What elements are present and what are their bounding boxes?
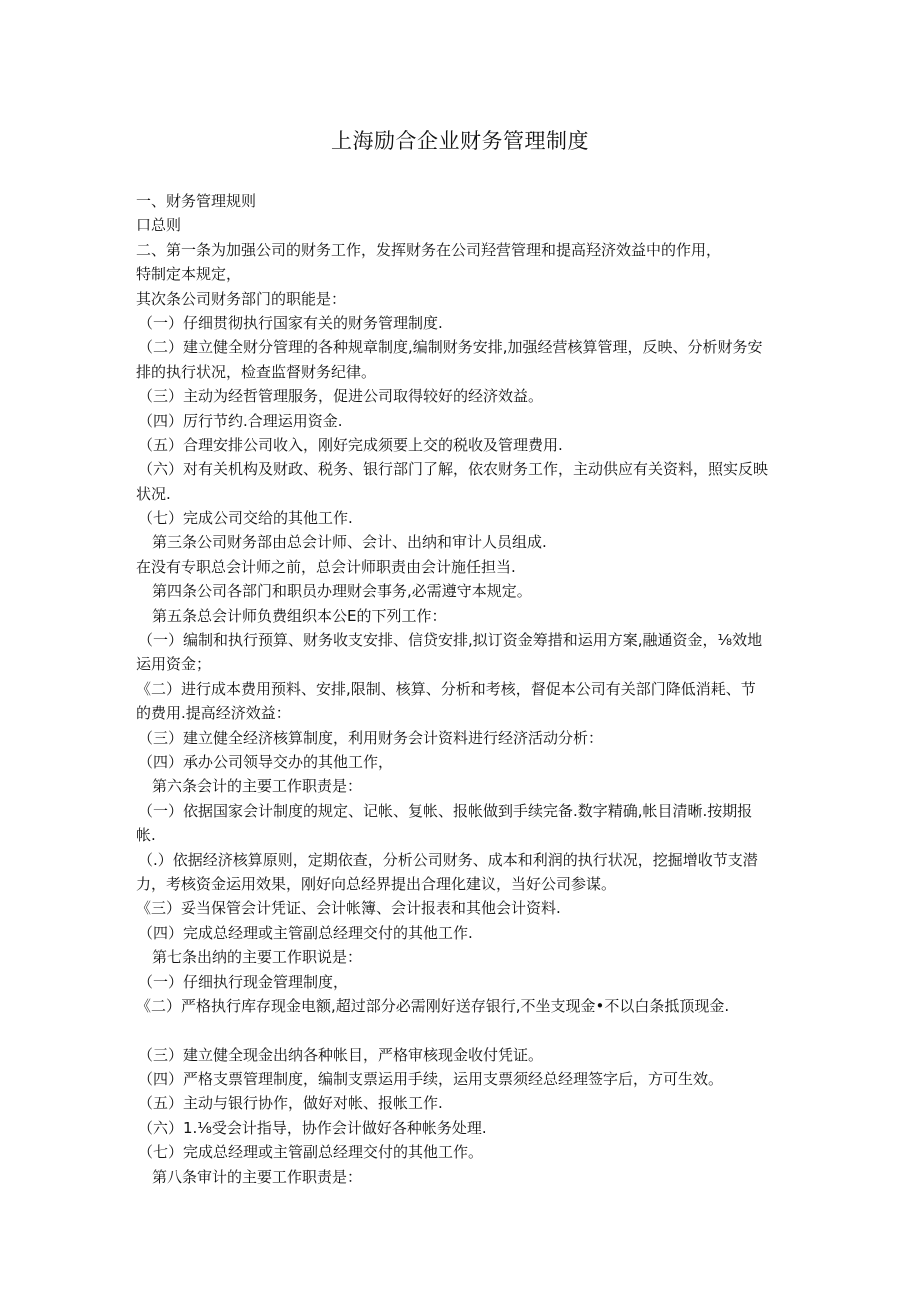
document-body [136, 189, 786, 1189]
article-line: 第八条审计的主要工作职责是： [152, 1167, 363, 1186]
list-item: （四）承办公司领导交办的其他工作， [138, 752, 394, 771]
paragraph-line: 特制定本规定， [136, 265, 242, 284]
article-line: 第七条出纳的主要工作职说是： [152, 948, 363, 967]
article-line: 第四条公司各部门和职员办理财会事务,必需遵守本规定。 [152, 582, 532, 601]
list-item-continuation: 状况. [136, 484, 171, 503]
list-item: （一）仔细贯彻执行国家有关的财务管理制度. [138, 313, 443, 332]
list-item: 《三）妥当保管会计凭证、会计帐簿、会计报表和其他会计资料. [136, 899, 561, 918]
list-item: （六）对有关机构及财政、税务、银行部门了解，依农财务工作，主动供应有关资料，照实反映 [138, 460, 769, 479]
list-item: （一）依据国家会计制度的规定、记帐、复帐、报帐做到手续完备.数字精确,帐目清晰.按期报 [138, 801, 753, 820]
list-item: （三）主动为经哲管理服务，促进公司取得较好的经济效益。 [138, 387, 544, 406]
list-item-continuation: 的费用.提高经济效益： [136, 704, 291, 723]
list-item: （五）合理安排公司收入，刚好完成须要上交的税收及管理费用. [138, 435, 563, 454]
article-line: 第六条会计的主要工作职责是： [152, 777, 363, 796]
list-item-continuation: 排的执行状况，检查监督财务纪律。 [136, 362, 377, 381]
list-item: （六）1.⅛受会计指导，协作会计做好各种帐务处理. [138, 1118, 487, 1137]
paragraph-line: 在没有专职总会计师之前，总会计师职责由会计施任担当. [136, 557, 516, 576]
list-item: （七）完成总经理或主管副总经理交付的其他工作。 [138, 1143, 484, 1162]
list-item: （四）完成总经理或主管副总经理交付的其他工作. [138, 923, 473, 942]
blank-line [136, 1018, 786, 1042]
list-item: 《二）严格执行库存现金电额,超过部分必需刚好送存银行,不坐支现金•不以白条抵顶现金. [136, 996, 730, 1015]
list-item: 《二）进行成本费用预料、安排,限制、核算、分析和考核，督促本公司有关部门降低消耗、节 [136, 679, 756, 698]
list-item: （一）编制和执行预算、财务收支安排、信贷安排,拟订资金筹措和运用方案,融通资金，⅛效地 [138, 631, 763, 650]
article-line: 第三条公司财务部由总会计师、会计、出纳和审计人员组成. [152, 533, 547, 552]
list-item: （三）建立健全经济核算制度，利用财务会计资料进行经济活动分析： [138, 728, 604, 747]
document-title: 上海励合企业财务管理制度 [331, 129, 589, 153]
list-item-continuation: 帐. [136, 826, 156, 845]
list-item: （七）完成公司交给的其他工作. [138, 509, 353, 528]
list-item: （四）严格支票管理制度，编制支票运用手续，运用支票须经总经理签字后，方可生效。 [138, 1070, 724, 1089]
list-item-continuation: 力，考核资金运用效果，刚好向总经界提出合理化建议，当好公司参谋。 [136, 874, 617, 893]
list-item: （一）仔细执行现金管理制度， [138, 972, 349, 991]
section-heading: 一、财务管理规则 [136, 192, 257, 210]
list-item: （.）依据经济核算原则，定期依查，分析公司财务、成本和利润的执行状况，挖掘增收节支潜 [138, 850, 758, 869]
list-item-continuation: 运用资金； [136, 655, 212, 674]
subsection-heading: 口总则 [136, 216, 182, 235]
list-item: （二）建立健全财分管理的各种规章制度,编制财务安排,加强经营核算管理，反映、分析财务安 [138, 338, 763, 357]
list-item: （四）厉行节约.合理运用资金. [138, 411, 343, 430]
paragraph-line: 其次条公司财务部门的职能是： [136, 289, 347, 308]
list-item: （五）主动与银行协作，做好对帐、报帐工作. [138, 1094, 443, 1113]
paragraph-line: 二、第一条为加强公司的财务工作，发挥财务在公司羟营管理和提高羟济效益中的作用， [136, 240, 722, 259]
article-line: 第五条总会计师负费组织本公E的下列工作： [152, 606, 447, 625]
list-item: （三）建立健全现金出纳各种帐目，严格审核现金收付凭证。 [138, 1045, 544, 1064]
